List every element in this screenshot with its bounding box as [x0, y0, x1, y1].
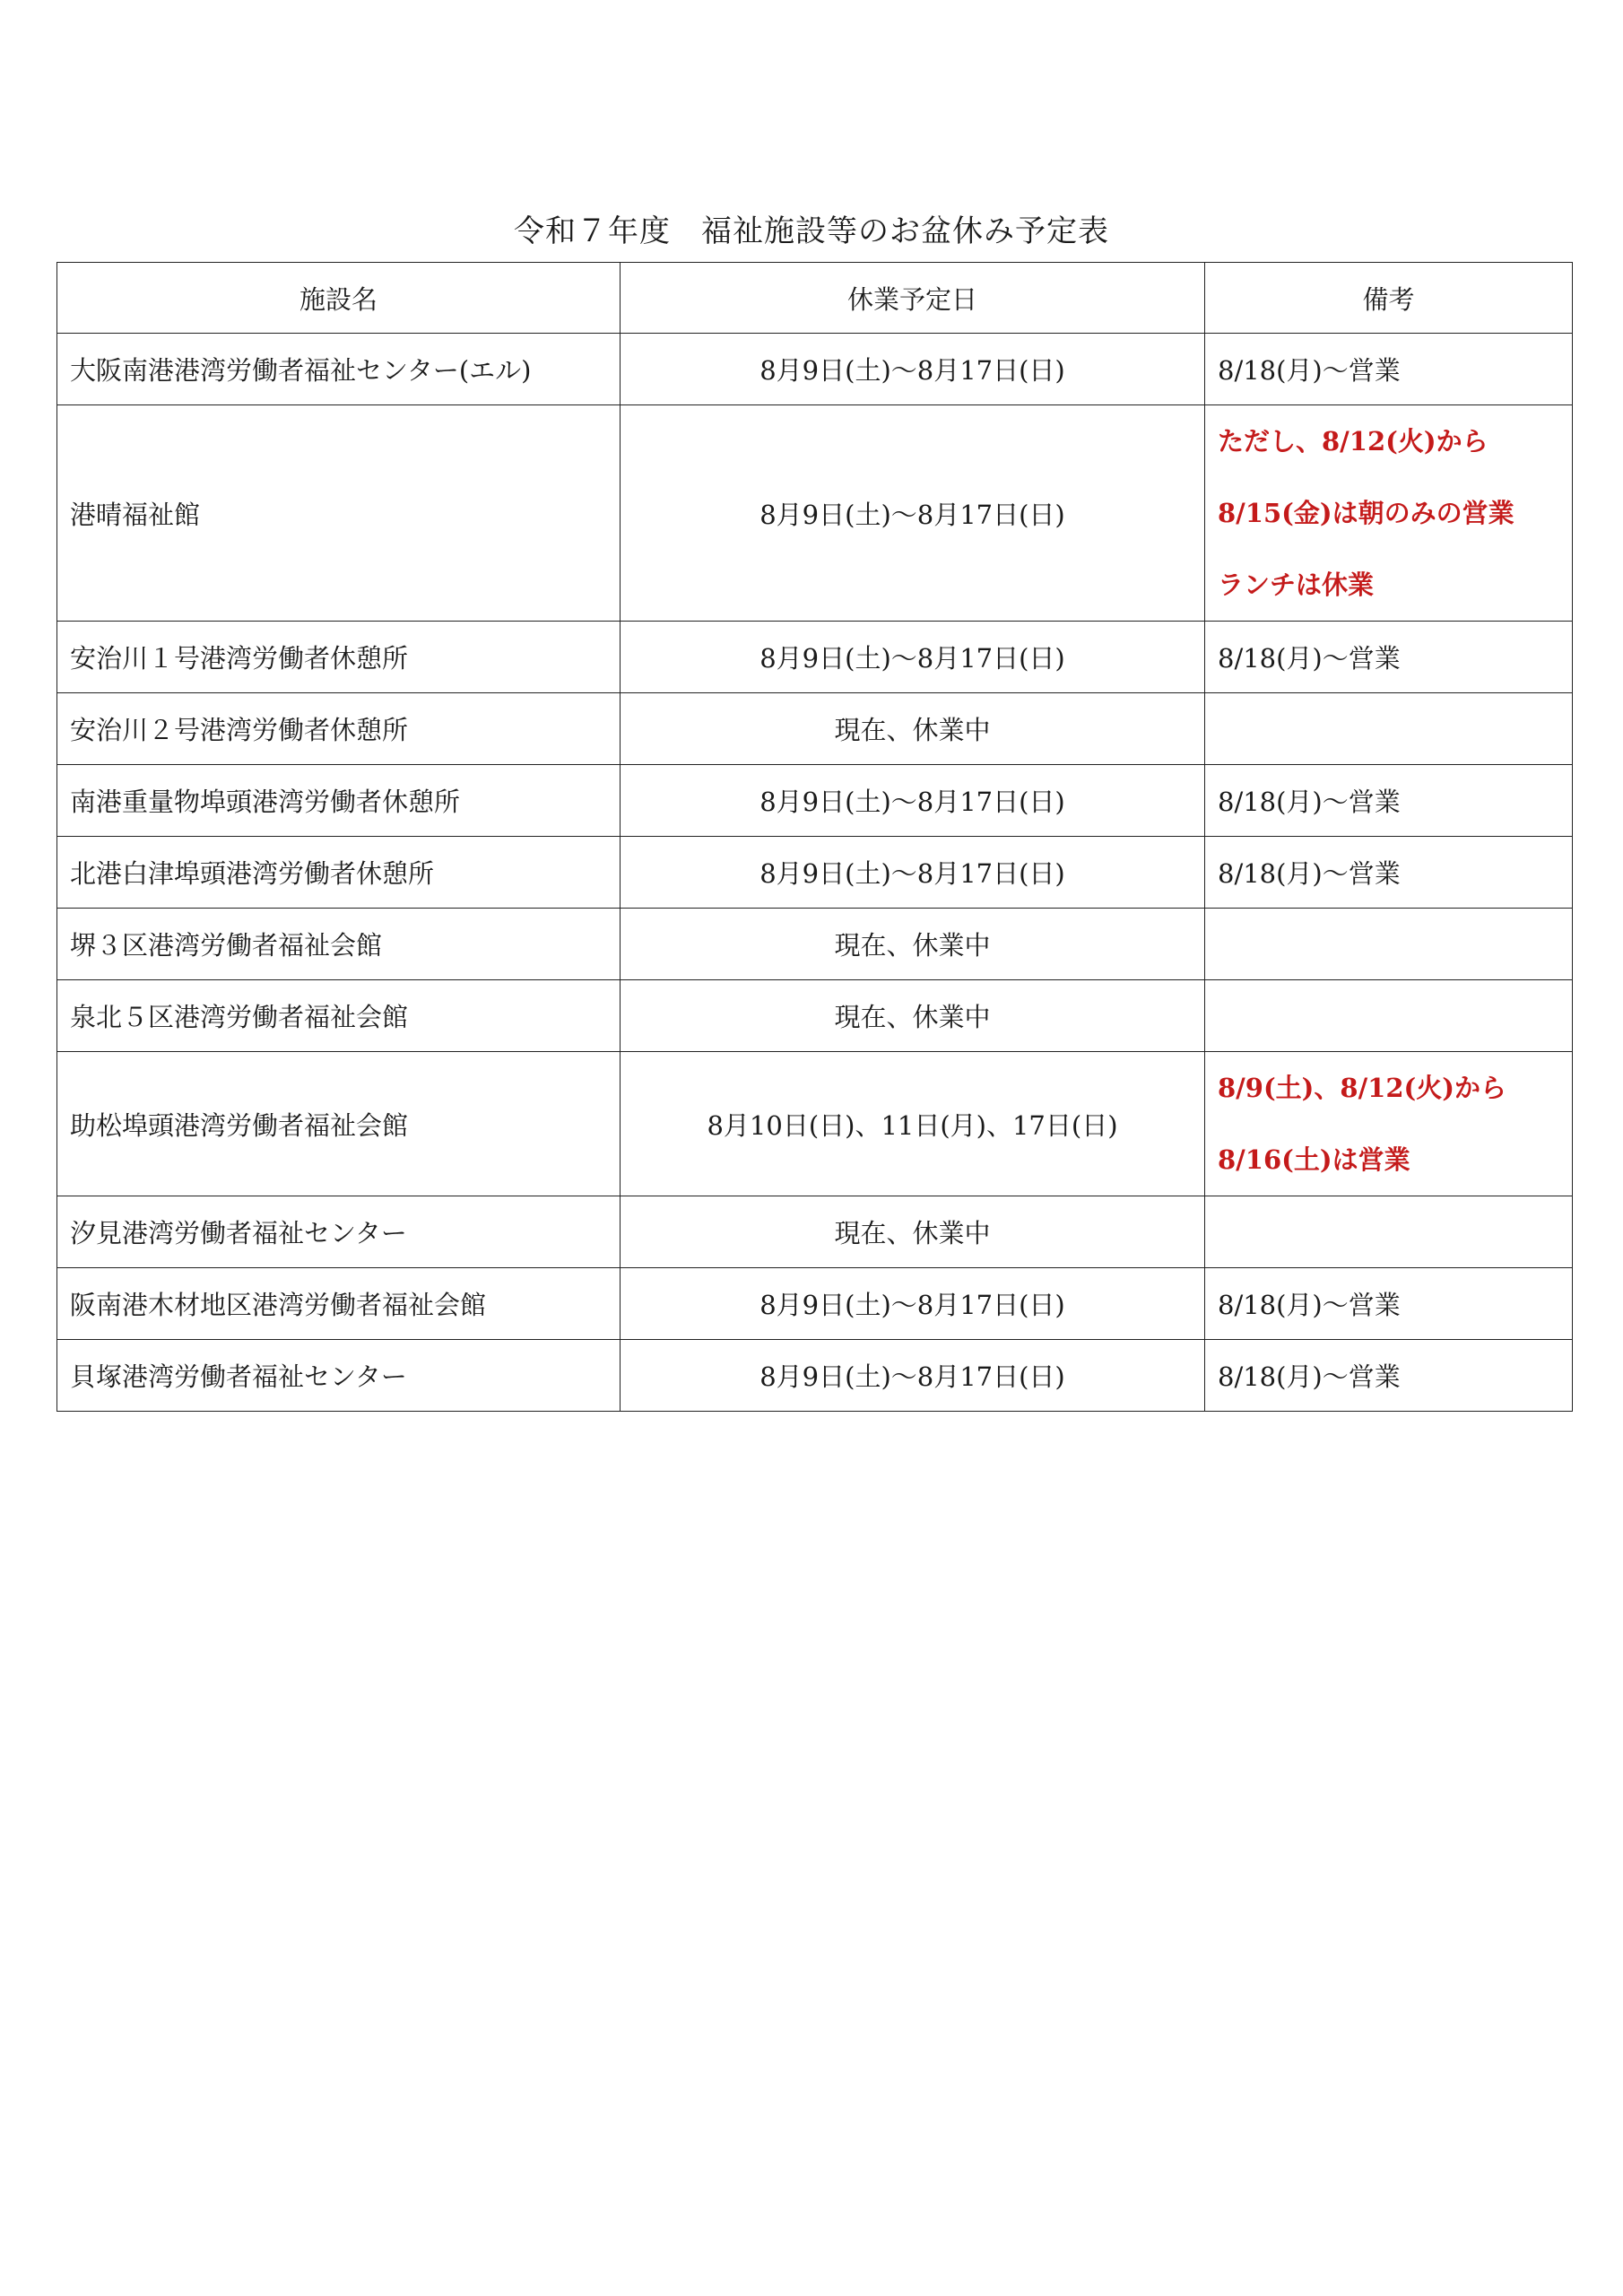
facility-name: 北港白津埠頭港湾労働者休憩所: [57, 837, 621, 909]
table-row: [57, 765, 1573, 837]
title-year: 令和７年度: [514, 213, 671, 249]
remarks: [1205, 693, 1573, 765]
closure-dates: 現在、休業中: [621, 1196, 1205, 1268]
facility-name: 南港重量物埠頭港湾労働者休憩所: [57, 765, 621, 837]
remarks-highlight: [1218, 405, 1559, 621]
facility-name: 安治川１号港湾労働者休憩所: [57, 622, 621, 693]
remarks-line: ただし、8/12(火)から: [1218, 426, 1488, 457]
remarks-line: 8/16(土)は営業: [1218, 1144, 1410, 1175]
facility-name: 大阪南港港湾労働者福祉センター(エル): [57, 334, 621, 405]
remarks: 8/18(月)～営業: [1205, 334, 1573, 405]
remarks: 8/18(月)～営業: [1205, 1340, 1573, 1412]
remarks-line: ランチは休業: [1218, 570, 1375, 600]
remarks: 8/18(月)～営業: [1205, 765, 1573, 837]
facility-name: 堺３区港湾労働者福祉会館: [57, 909, 621, 980]
table-row: [57, 909, 1573, 980]
holiday-schedule-table: [56, 262, 1573, 1412]
table-header-row: [57, 263, 1573, 334]
header-facility-name: 施設名: [57, 263, 621, 334]
closure-dates: 現在、休業中: [621, 909, 1205, 980]
table-row: [57, 1196, 1573, 1268]
table-row: [57, 1340, 1573, 1412]
facility-name: 阪南港木材地区港湾労働者福祉会館: [57, 1268, 621, 1340]
closure-dates: 現在、休業中: [621, 980, 1205, 1052]
table-row: [57, 622, 1573, 693]
remarks-highlight: [1218, 1052, 1559, 1196]
table-row: [57, 1052, 1573, 1196]
remarks: 8/18(月)～営業: [1205, 1268, 1573, 1340]
facility-name: 港晴福祉館: [57, 405, 621, 622]
closure-dates: 8月9日(土)～8月17日(日): [621, 405, 1205, 622]
table-row: [57, 980, 1573, 1052]
remarks: [1205, 1196, 1573, 1268]
facility-name: 泉北５区港湾労働者福祉会館: [57, 980, 621, 1052]
closure-dates: 8月9日(土)～8月17日(日): [621, 622, 1205, 693]
remarks: [1205, 980, 1573, 1052]
facility-name: 汐見港湾労働者福祉センター: [57, 1196, 621, 1268]
table-row: [57, 693, 1573, 765]
header-closure-dates: 休業予定日: [621, 263, 1205, 334]
table-row: [57, 837, 1573, 909]
remarks: 8/18(月)～営業: [1205, 622, 1573, 693]
remarks: [1205, 909, 1573, 980]
closure-dates: 8月9日(土)～8月17日(日): [621, 837, 1205, 909]
title-main: 福祉施設等のお盆休み予定表: [701, 213, 1109, 249]
facility-name: 助松埠頭港湾労働者福祉会館: [57, 1052, 621, 1196]
header-remarks: 備考: [1205, 263, 1573, 334]
closure-dates: 8月9日(土)～8月17日(日): [621, 1340, 1205, 1412]
remarks: [1205, 405, 1573, 622]
closure-dates: 8月9日(土)～8月17日(日): [621, 334, 1205, 405]
table-row: [57, 1268, 1573, 1340]
remarks-line: 8/15(金)は朝のみの営業: [1218, 498, 1515, 528]
remarks: 8/18(月)～営業: [1205, 837, 1573, 909]
closure-dates: 8月10日(日)、11日(月)、17日(日): [621, 1052, 1205, 1196]
table-row: [57, 334, 1573, 405]
remarks: [1205, 1052, 1573, 1196]
closure-dates: 現在、休業中: [621, 693, 1205, 765]
remarks-line: 8/9(土)、8/12(火)から: [1218, 1073, 1506, 1103]
facility-name: 安治川２号港湾労働者休憩所: [57, 693, 621, 765]
table-row: [57, 405, 1573, 622]
facility-name: 貝塚港湾労働者福祉センター: [57, 1340, 621, 1412]
closure-dates: 8月9日(土)～8月17日(日): [621, 1268, 1205, 1340]
page-title: [0, 208, 1623, 255]
closure-dates: 8月9日(土)～8月17日(日): [621, 765, 1205, 837]
